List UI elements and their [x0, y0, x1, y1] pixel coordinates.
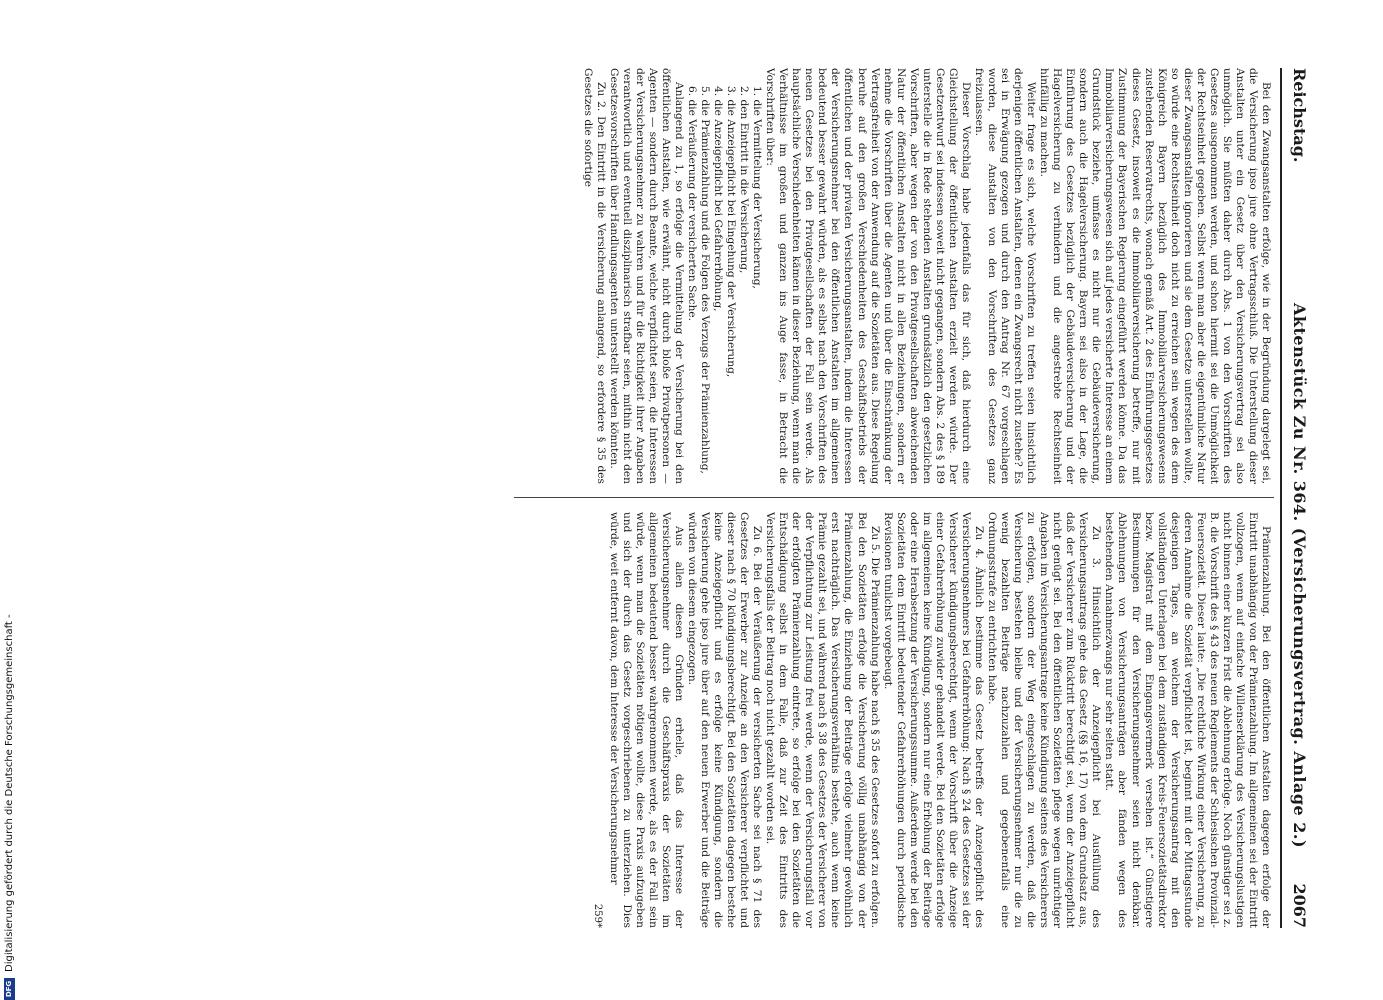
header-rule: [1280, 68, 1282, 928]
funding-note: [4, 614, 15, 1000]
paragraph: Prämienzahlung. Bei den öffentlichen Anstalten dagegen erfolge der Eintritt unabhängig von der Prämienzahlung. Im allgemeinen sei der Eintritt vollzogen, wenn auf einfache Willenserklärung des Versicherungslustigen nicht binnen einer kurzen Frist die Ablehnung erfolge. Noch günstiger sei z. B. die Vorschrift des § 43 des neuen Reglements der Schlesischen Provinzial-Feuersozietät. Dieser laute: „Die rechtliche Wirkung einer Versicherung, zu deren Annahme die Sozietät verpflichtet ist, beginnt mit der Mittagsstunde desjenigen Tages, an welchem der Versicherungsantrag mit den vollständigen Unterlagen bei dem zuständigen Kreis-Feuersozietätsdirektor bezw. Magistrat mit dem Eingangsvermerk versehen ist.“ Günstigere Bestimmungen für den Versicherungsnehmer seien nicht denkbar. Ablehnungen von Versicherungsanträgen aber fänden wegen des bestehenden Annahmezwangs nur sehr selten statt.: [1103, 512, 1272, 928]
paragraph: Zu 2. Den Eintritt in die Versicherung anlangend, so erfordere § 35 des Gesetzes die sofortige: [581, 68, 607, 484]
list-item: 3. die Anzeigepflicht bei Eingehung der Versicherung,: [725, 86, 738, 378]
header-title: Aktenstück Zu Nr. 364. (Versicherungsvertrag. Anlage 2.): [1290, 303, 1309, 849]
list-item: 5. die Prämienzahlung und die Folgen des Verzugs der Prämienzahlung,: [698, 86, 711, 474]
list-item: 1. die Vermittelung der Versicherung,: [751, 86, 764, 289]
text-column-right: [50, 512, 1272, 928]
list-item: 4. die Anzeigepflicht bei Gefahrerhöhung,: [712, 86, 725, 312]
paragraph: Zu 4. Ähnlich bestimme das Gesetz betreffs der Anzeigepflicht des Versicherungsnehmers bei Gefahrerhöhung: Nach § 24 des Gesetzes sei der Versicherer kündigungsberechtigt, wenn der Vorschrift über die Anzeige einer Gefahrerhöhung zuwider gehandelt werde. Bei den Sozietäten erfolge im allgemeinen keine Kündigung, sondern nur eine Erhöhung der Beiträge oder eine Herabsetzung der Versicherungssumme. Außerdem werde bei den Sozietäten dem Eintritt bedeutender Gefahrerhöhungen durch periodische Revisionen tunlichst vorgebeugt.: [881, 512, 985, 928]
paragraph: Weiter frage es sich, welche Vorschriften zu treffen seien hinsichtlich derjenigen öffentlichen Anstalten, denen ein Zwangsrecht nicht zustehe? Es sei in Erwägung gezogen und durch den Antrag Nr. 67 vorgeschlagen worden, diese Anstalten von den Vorschriften des Gesetzes ganz freizulassen.: [972, 68, 1038, 484]
list-item: 2. den Eintritt in die Versicherung,: [738, 86, 751, 274]
paragraph: Dieser Vorschlag habe jedenfalls das für sich, daß hierdurch eine Gleichstellung der öffentlichen Anstalten erzielt werden würde. Der Gesetzentwurf sei indessen soweit nicht gegangen, sondern Abs. 2 des § 189 unterstelle die in Rede stehenden Anstalten grundsätzlich den gesetzlichen Vorschriften, aber wegen der von den Privatgesellschaften abweichenden Natur der öffentlichen Anstalten nicht in allen Beziehungen, sondern er nehme die Vorschriften über die Agenten und über die Einschränkung der Vertragsfreiheit von der Anwendung auf die Sozietäten aus. Diese Regelung beruhe auf den großen Verschiedenheiten des Geschäftsbetriebs der öffentlichen und der privaten Versicherungsanstalten, indem die Interessen der Versicherungsnehmer bei den öffentlichen Anstalten im allgemeinen bedeutend besser gewahrt würden, als es selbst nach den Vorschriften des neuen Gesetzes bei den Privatgesellschaften der Fall sein werde. Als hauptsächliche Verschiedenheiten kämen in dieser Beziehung, wenn man die Verhältnisse im großen und ganzen ins Auge fasse, in Betracht die Vorschriften über:: [764, 68, 972, 484]
sheet-folio: 259*: [591, 903, 603, 928]
paragraph: Zu 6. Bei der Veräußerung der versicherten Sache sei nach § 71 des Gesetzes der Erwerber zur Anzeige an den Versicherer verpflichtet und dieser nach § 70 kündigungsberechtigt. Bei den Sozietäten dagegen bestehe keine Anzeigepflicht und es erfolge keine Kündigung, sondern die Versicherung gehe ipso jure über auf den neuen Erwerber und die Beiträge würden von diesem eingezogen.: [685, 512, 764, 928]
text-column-left: [50, 68, 1272, 484]
paragraph: Zu 5. Die Prämienzahlung habe nach § 35 des Gesetzes sofort zu erfolgen. Bei den Sozietäten erfolge die Versicherung völlig unabhängig von der Prämienzahlung, die Einziehung der Beiträge erfolge vielmehr gewöhnlich erst nachträglich. Das Versicherungsverhältnis bestehe, auch wenn keine Prämie gezahlt sei, und während nach § 38 des Gesetzes der Versicherer von der Verpflichtung zur Leistung frei werde, wenn der Versicherungsfall vor der erfolgten Prämienzahlung eintrete, so erfolge bei den Sozietäten die Entschädigung selbst in dem Falle, daß zur Zeit des Eintritts des Versicherungsfalls der Beitrag noch nicht gezahlt worden sei.: [764, 512, 881, 928]
funding-note-text: Digitalisierung gefördert durch die Deutsche Forschungsgemeinschaft -: [4, 614, 15, 972]
paragraph: Aus allen diesen Gründen erhelle, daß das Interesse der Versicherungsnehmer durch die Geschäftspraxis der Sozietäten im allgemeinen bedeutend besser wahrgenommen werde, als es der Fall sein würde, wenn man die Sozietäten nötigen wollte, diese Praxis aufzugeben und sich der durch das Gesetz vorgeschriebenen zu unterziehen. Dies würde, weit entfernt davon, dem Interesse der Versicherungsnehmer: [607, 512, 685, 928]
document-page: [30, 68, 1320, 928]
paragraph: Zu 3. Hinsichtlich der Anzeigepflicht bei Ausfüllung des Versicherungsantrags gehe das Gesetz (§§ 16, 17) von dem Grundsatz aus, daß der Versicherer zum Rücktritt berechtigt sei, wenn der Anzeigepflicht nicht genügt sei. Bei den öffentlichen Sozietäten pflege wegen unrichtiger Angaben im Versicherungsantrage keine Kündigung seitens des Versicherers zu erfolgen, sondern der Weg eingeschlagen zu werden, daß die Versicherung bestehen bleibe und der Versicherungsnehmer nur die zu wenig bezahlten Beiträge nachzuzahlen und gegebenenfalls eine Ordnungsstrafe zu entrichten habe.: [986, 512, 1103, 928]
paragraph: Bei den Zwangsanstalten erfolge, wie in der Begründung dargelegt sei, die Versicherung ipso jure ohne Vertragsschluß. Die Unterstellung dieser Anstalten unter ein Gesetz über den Versicherungsvertrag sei also unmöglich. Sie müßten daher durch Abs. 1 von den Vorschriften des Gesetzes ausgenommen werden, und schon hiermit sei die Unmöglichkeit der Rechtseinheit gegeben. Selbst wenn man aber die eigentümliche Natur dieser Zwangsanstalten ignorieren und sie dem Gesetze unterstellen wollte, so würde eine Rechtseinheit doch nicht zu erreichen sein wegen des dem Königreich Bayern bezüglich des Immobiliarversicherungswesens zustehenden Reservatrechts, wonach gemäß Art. 2 des Einführungsgesetzes dieses Gesetz, insoweit es die Immobiliarversicherung betreffe, nur mit Zustimmung der Bayerischen Regierung eingeführt werden könne. Da das Immobiliarversicherungswesen sich auf jedes versicherte Interesse an einem Grundstück beziehe, umfasse es nicht nur die Gebäudeversicherung, sondern auch die Hagelversicherung. Bayern sei also in der Lage, die Einführung des Gesetzes bezüglich der Gebäudeversicherung und der Hagelversicherung zu verhindern und die angestrebte Rechtseinheit hinfällig zu machen.: [1038, 68, 1272, 484]
running-header: [1286, 68, 1312, 928]
dfg-logo-icon: DFG: [4, 978, 15, 1000]
page-number: 2067: [1290, 883, 1309, 928]
list-item: 6. die Veräußerung der versicherten Sache.: [685, 86, 698, 322]
column-divider: [514, 497, 1274, 498]
paragraph: Anlangend zu 1, so erfolge die Vermittelung der Versicherung bei den öffentlichen Anstalten, wie erwähnt, nicht durch bloße Privatpersonen — Agenten — sondern durch Beamte, welche verpflichtet seien, die Interessen der Versicherungsnehmer zu wahren und für die Richtigkeit ihrer Angaben verantwortlich und eventuell disziplinarisch strafbar seien, mithin nicht den Gesetzesvorschriften über Handlungsagenten unterstellt werden könnten.: [607, 68, 685, 484]
header-chamber: Reichstag.: [1290, 68, 1309, 163]
